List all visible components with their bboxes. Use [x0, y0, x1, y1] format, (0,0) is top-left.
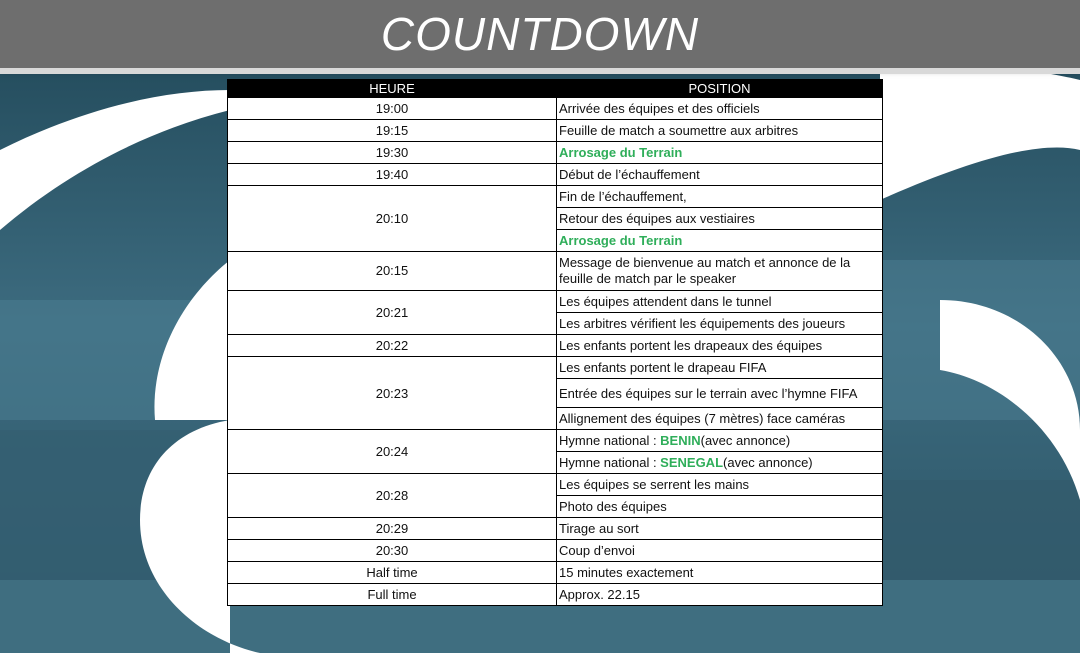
position-cell: Retour des équipes aux vestiaires	[557, 208, 883, 230]
table-row	[228, 562, 883, 584]
anthem-label: Hymne national :	[559, 455, 661, 470]
position-cell: Fin de l’échauffement,	[557, 186, 883, 208]
position-cell-anthem	[557, 452, 883, 474]
position-cell-anthem	[557, 430, 883, 452]
table-row	[228, 584, 883, 606]
table-row	[228, 540, 883, 562]
time-cell: 20:24	[228, 430, 557, 474]
position-cell: Message de bienvenue au match et annonce de la feuille de match par le speaker	[557, 252, 883, 291]
position-cell: Allignement des équipes (7 mètres) face caméras	[557, 408, 883, 430]
table-row	[228, 474, 883, 496]
time-cell: 19:40	[228, 164, 557, 186]
position-cell: Photo des équipes	[557, 496, 883, 518]
table-header-row	[228, 80, 883, 98]
position-cell: Les arbitres vérifient les équipements des joueurs	[557, 313, 883, 335]
time-cell: 19:30	[228, 142, 557, 164]
position-cell: Feuille de match a soumettre aux arbitres	[557, 120, 883, 142]
team-name-benin: BENIN	[660, 433, 701, 448]
anthem-suffix: (avec annonce)	[700, 433, 791, 448]
time-cell: Half time	[228, 562, 557, 584]
table-row	[228, 291, 883, 313]
position-cell-highlight: Arrosage du Terrain	[557, 230, 883, 252]
header-bar	[0, 0, 1080, 68]
time-cell: 20:15	[228, 252, 557, 291]
table-row	[228, 335, 883, 357]
time-cell: 20:10	[228, 186, 557, 252]
position-cell: Les équipes attendent dans le tunnel	[557, 291, 883, 313]
time-cell: 20:22	[228, 335, 557, 357]
time-cell: 20:29	[228, 518, 557, 540]
time-cell: 20:21	[228, 291, 557, 335]
column-header-position: POSITION	[557, 80, 883, 98]
table-row	[228, 120, 883, 142]
time-cell: 20:28	[228, 474, 557, 518]
table-row	[228, 98, 883, 120]
column-header-heure: HEURE	[228, 80, 557, 98]
position-cell: Les enfants portent le drapeau FIFA	[557, 357, 883, 379]
position-cell: 15 minutes exactement	[557, 562, 883, 584]
position-cell: Coup d’envoi	[557, 540, 883, 562]
table-row	[228, 164, 883, 186]
position-cell: Les enfants portent les drapeaux des équipes	[557, 335, 883, 357]
table-row	[228, 430, 883, 452]
time-cell: 19:00	[228, 98, 557, 120]
position-cell: Les équipes se serrent les mains	[557, 474, 883, 496]
countdown-table	[227, 79, 883, 606]
team-name-senegal: SENEGAL	[660, 455, 724, 470]
table-row	[228, 357, 883, 379]
anthem-label: Hymne national :	[559, 433, 661, 448]
header-divider	[0, 68, 1080, 74]
table-row	[228, 186, 883, 208]
time-cell: 20:23	[228, 357, 557, 430]
position-cell: Début de l’échauffement	[557, 164, 883, 186]
anthem-suffix: (avec annonce)	[723, 455, 813, 470]
position-cell: Approx. 22.15	[557, 584, 883, 606]
time-cell: 19:15	[228, 120, 557, 142]
time-cell: Full time	[228, 584, 557, 606]
position-cell-highlight: Arrosage du Terrain	[557, 142, 883, 164]
table-row	[228, 252, 883, 291]
position-cell: Entrée des équipes sur le terrain avec l’hymne FIFA	[557, 379, 883, 408]
page-title: COUNTDOWN	[380, 8, 700, 60]
time-cell: 20:30	[228, 540, 557, 562]
position-cell: Arrivée des équipes et des officiels	[557, 98, 883, 120]
table-row	[228, 518, 883, 540]
position-cell: Tirage au sort	[557, 518, 883, 540]
table-row	[228, 142, 883, 164]
